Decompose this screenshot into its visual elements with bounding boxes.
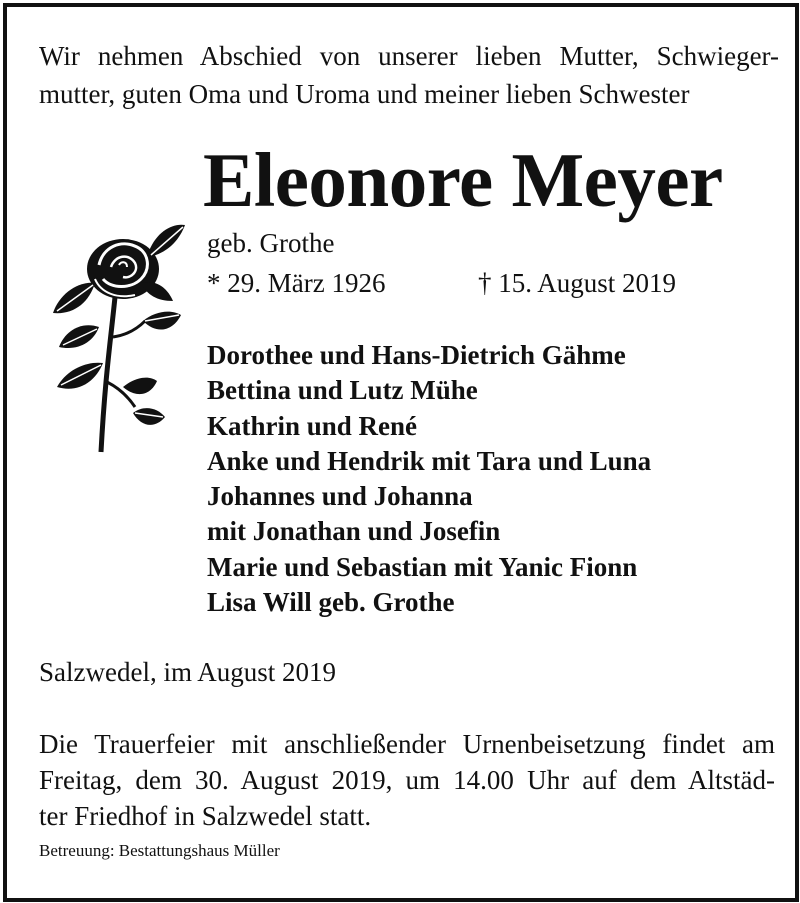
obituary-notice	[3, 3, 799, 902]
mourner-line: Kathrin und René	[207, 410, 418, 441]
death-date: † 15. August 2019	[478, 268, 677, 298]
intro-text	[39, 37, 779, 113]
birth-date: * 29. März 1926	[207, 268, 386, 298]
deceased-name: Eleonore Meyer	[203, 137, 723, 223]
place-date: Salzwedel, im August 2019	[39, 657, 336, 687]
funeral-line: Freitag, dem 30. August 2019, um 14.00 Uhr auf dem Altstäd-	[39, 765, 775, 795]
mourner-line: Lisa Will geb. Grothe	[207, 587, 455, 618]
funeral-info	[39, 726, 775, 834]
funeral-line: Die Trauerfeier mit anschließender Urnenbeisetzung findet am	[39, 729, 775, 759]
mourner-line: Dorothee und Hans-Dietrich Gähme	[207, 340, 626, 370]
intro-line: mutter, guten Oma und Uroma und meiner lieben Schwester	[39, 79, 690, 109]
mourners-list	[207, 338, 651, 620]
intro-line: Wir nehmen Abschied von unserer lieben Mutter, Schwieger-	[39, 41, 779, 71]
funeral-home: Betreuung: Bestattungshaus Müller	[39, 841, 280, 860]
mourner-line: Bettina und Lutz Mühe	[207, 375, 478, 406]
funeral-line: ter Friedhof in Salzwedel statt.	[39, 801, 372, 831]
mourner-line: Marie und Sebastian mit Yanic Fionn	[207, 551, 638, 582]
maiden-name: geb. Grothe	[207, 228, 335, 258]
mourner-line: Johannes und Johanna	[207, 481, 473, 512]
mourner-line: Anke und Hendrik mit Tara und Luna	[207, 445, 652, 476]
rose-illustration	[37, 217, 197, 457]
mourner-line: mit Jonathan und Josefin	[207, 516, 501, 547]
